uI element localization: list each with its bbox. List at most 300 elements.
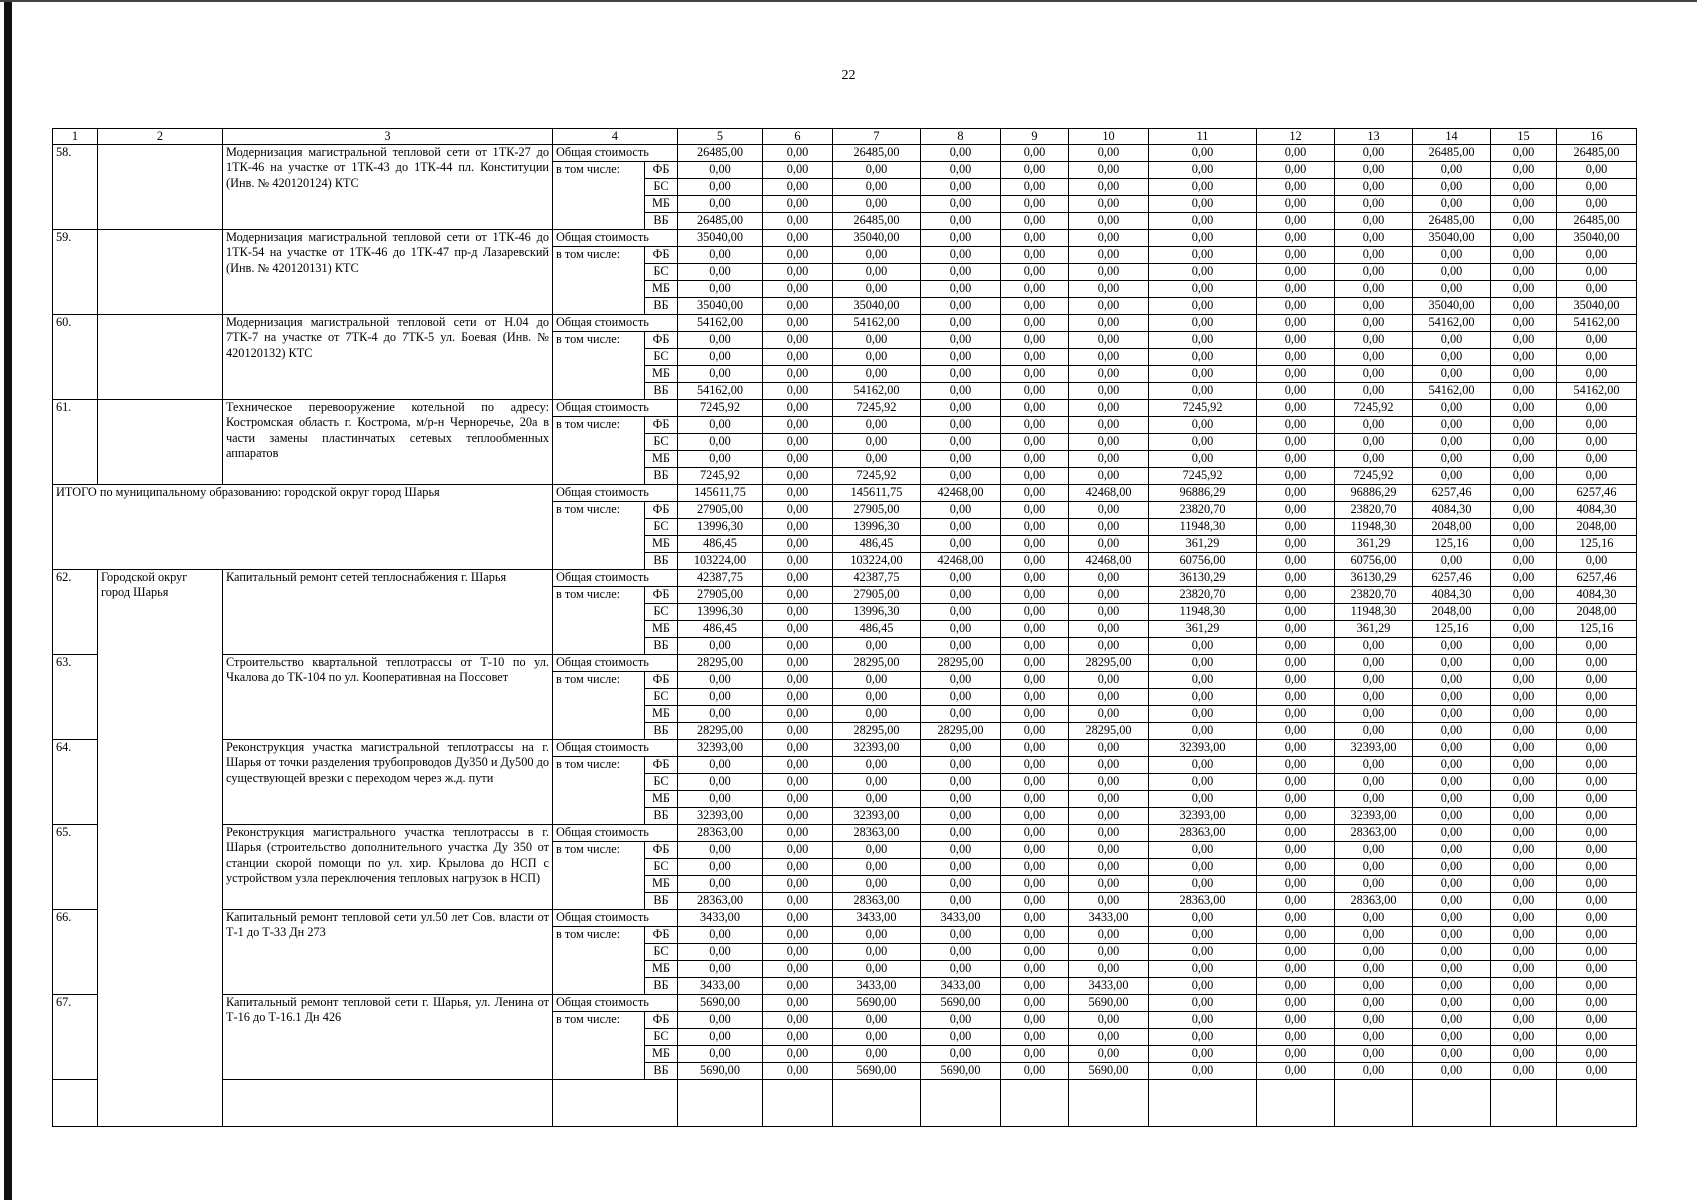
- value-cell: 0,00: [678, 706, 763, 723]
- value-cell: 28363,00: [678, 825, 763, 842]
- value-cell: 0,00: [1491, 672, 1557, 689]
- value-cell: 27905,00: [678, 502, 763, 519]
- budget-source-label: БС: [645, 179, 678, 196]
- value-cell: 0,00: [763, 621, 833, 638]
- budget-source-label: БС: [645, 434, 678, 451]
- value-cell: 26485,00: [678, 213, 763, 230]
- value-cell: 0,00: [1557, 774, 1637, 791]
- table-row: [53, 825, 1637, 842]
- value-cell: 0,00: [1557, 672, 1637, 689]
- column-header: 14: [1413, 129, 1491, 145]
- value-cell: 0,00: [1001, 366, 1069, 383]
- value-cell: 0,00: [1069, 298, 1149, 315]
- value-cell: 0,00: [1491, 451, 1557, 468]
- project-description: Реконструкция магистрального участка теплотрассы в г. Шарья (строительство дополнительного участка Ду 350 от станции скорой помощи по ул. хир. Крылова до НСП с устройством узла переключения тепловых нагрузок в НСП): [223, 825, 553, 910]
- value-cell: 0,00: [833, 757, 921, 774]
- value-cell: 0,00: [921, 740, 1001, 757]
- empty-cell: [1149, 1080, 1257, 1127]
- value-cell: 0,00: [1413, 672, 1491, 689]
- value-cell: 0,00: [1001, 451, 1069, 468]
- value-cell: 0,00: [1001, 400, 1069, 417]
- total-label: ИТОГО по муниципальному образованию: городской округ город Шарья: [53, 485, 553, 570]
- value-cell: 0,00: [921, 468, 1001, 485]
- value-cell: 26485,00: [678, 145, 763, 162]
- value-cell: 0,00: [763, 842, 833, 859]
- value-cell: 0,00: [1001, 230, 1069, 247]
- value-cell: 0,00: [1001, 893, 1069, 910]
- value-cell: 0,00: [1413, 757, 1491, 774]
- value-cell: 0,00: [1149, 655, 1257, 672]
- value-cell: 0,00: [1001, 1046, 1069, 1063]
- value-cell: 0,00: [1491, 757, 1557, 774]
- including-label: в том числе:: [553, 1012, 645, 1080]
- value-cell: 0,00: [763, 349, 833, 366]
- value-cell: 26485,00: [1413, 213, 1491, 230]
- value-cell: 0,00: [1069, 281, 1149, 298]
- budget-source-label: ВБ: [645, 638, 678, 655]
- value-cell: 0,00: [921, 383, 1001, 400]
- value-cell: 0,00: [1335, 1063, 1413, 1080]
- value-cell: 0,00: [1149, 978, 1257, 995]
- value-cell: 0,00: [1557, 196, 1637, 213]
- value-cell: 0,00: [1413, 706, 1491, 723]
- value-cell: 0,00: [1149, 910, 1257, 927]
- value-cell: 3433,00: [921, 910, 1001, 927]
- value-cell: 0,00: [1069, 162, 1149, 179]
- row-number: 66.: [53, 910, 98, 995]
- project-description: Капитальный ремонт тепловой сети г. Шарья, ул. Ленина от Т-16 до Т-16.1 Дн 426: [223, 995, 553, 1080]
- value-cell: 0,00: [1491, 689, 1557, 706]
- value-cell: 0,00: [1069, 332, 1149, 349]
- value-cell: 0,00: [921, 434, 1001, 451]
- value-cell: 0,00: [1491, 162, 1557, 179]
- value-cell: 0,00: [1557, 740, 1637, 757]
- value-cell: 0,00: [1069, 366, 1149, 383]
- value-cell: 0,00: [1413, 859, 1491, 876]
- table-row: [53, 485, 1637, 502]
- value-cell: 6257,46: [1413, 570, 1491, 587]
- value-cell: 0,00: [1335, 723, 1413, 740]
- value-cell: 0,00: [1335, 179, 1413, 196]
- value-cell: 0,00: [763, 247, 833, 264]
- value-cell: 0,00: [1069, 434, 1149, 451]
- value-cell: 0,00: [678, 281, 763, 298]
- value-cell: 0,00: [678, 451, 763, 468]
- value-cell: 0,00: [1069, 264, 1149, 281]
- budget-source-label: ВБ: [645, 213, 678, 230]
- row-number: 58.: [53, 145, 98, 230]
- value-cell: 0,00: [1257, 689, 1335, 706]
- value-cell: 0,00: [1335, 791, 1413, 808]
- value-cell: 0,00: [1257, 1063, 1335, 1080]
- value-cell: 0,00: [1491, 621, 1557, 638]
- value-cell: 0,00: [1491, 1029, 1557, 1046]
- value-cell: 0,00: [1335, 366, 1413, 383]
- value-cell: 11948,30: [1335, 519, 1413, 536]
- total-cost-label: Общая стоимость: [553, 995, 678, 1012]
- total-cost-label: Общая стоимость: [553, 485, 678, 502]
- value-cell: 0,00: [1257, 281, 1335, 298]
- value-cell: 0,00: [1335, 298, 1413, 315]
- value-cell: 0,00: [1001, 298, 1069, 315]
- value-cell: 0,00: [1149, 672, 1257, 689]
- value-cell: 0,00: [763, 1046, 833, 1063]
- value-cell: 0,00: [833, 1012, 921, 1029]
- value-cell: 0,00: [1001, 791, 1069, 808]
- empty-cell: [1491, 1080, 1557, 1127]
- value-cell: 0,00: [1557, 434, 1637, 451]
- value-cell: 0,00: [921, 604, 1001, 621]
- value-cell: 0,00: [1491, 315, 1557, 332]
- including-label: в том числе:: [553, 842, 645, 910]
- value-cell: 0,00: [678, 366, 763, 383]
- value-cell: 0,00: [763, 587, 833, 604]
- value-cell: 0,00: [1413, 740, 1491, 757]
- value-cell: 4084,30: [1413, 587, 1491, 604]
- value-cell: 0,00: [1257, 349, 1335, 366]
- value-cell: 26485,00: [1557, 213, 1637, 230]
- scan-edge-top: [0, 0, 1697, 2]
- empty-cell: [921, 1080, 1001, 1127]
- value-cell: 0,00: [678, 672, 763, 689]
- value-cell: 0,00: [763, 434, 833, 451]
- empty-cell: [833, 1080, 921, 1127]
- value-cell: 0,00: [1257, 417, 1335, 434]
- value-cell: 0,00: [921, 689, 1001, 706]
- value-cell: 0,00: [763, 825, 833, 842]
- municipality-cell: [98, 400, 223, 485]
- value-cell: 0,00: [921, 281, 1001, 298]
- value-cell: 0,00: [833, 366, 921, 383]
- value-cell: 103224,00: [678, 553, 763, 570]
- value-cell: 0,00: [1257, 859, 1335, 876]
- budget-source-label: ФБ: [645, 927, 678, 944]
- value-cell: 0,00: [1491, 264, 1557, 281]
- value-cell: 0,00: [1491, 774, 1557, 791]
- value-cell: 0,00: [1069, 740, 1149, 757]
- table-row: [53, 570, 1637, 587]
- value-cell: 0,00: [1335, 944, 1413, 961]
- value-cell: 35040,00: [833, 230, 921, 247]
- value-cell: 0,00: [1491, 706, 1557, 723]
- value-cell: 0,00: [763, 859, 833, 876]
- value-cell: 0,00: [763, 230, 833, 247]
- value-cell: 0,00: [1257, 366, 1335, 383]
- value-cell: 0,00: [678, 349, 763, 366]
- value-cell: 0,00: [1069, 808, 1149, 825]
- value-cell: 0,00: [763, 1029, 833, 1046]
- value-cell: 0,00: [1149, 179, 1257, 196]
- value-cell: 11948,30: [1149, 519, 1257, 536]
- budget-source-label: ФБ: [645, 757, 678, 774]
- empty-cell: [1335, 1080, 1413, 1127]
- budget-source-label: МБ: [645, 451, 678, 468]
- value-cell: 7245,92: [678, 400, 763, 417]
- value-cell: 0,00: [1257, 451, 1335, 468]
- value-cell: 5690,00: [678, 1063, 763, 1080]
- value-cell: 0,00: [1149, 927, 1257, 944]
- value-cell: 23820,70: [1149, 587, 1257, 604]
- value-cell: 0,00: [678, 162, 763, 179]
- column-header: 4: [553, 129, 678, 145]
- value-cell: 0,00: [1069, 417, 1149, 434]
- value-cell: 0,00: [678, 1029, 763, 1046]
- value-cell: 0,00: [921, 349, 1001, 366]
- value-cell: 0,00: [921, 536, 1001, 553]
- value-cell: 0,00: [678, 179, 763, 196]
- value-cell: 32393,00: [678, 808, 763, 825]
- value-cell: 0,00: [678, 1012, 763, 1029]
- value-cell: 0,00: [921, 230, 1001, 247]
- value-cell: 125,16: [1413, 536, 1491, 553]
- value-cell: 0,00: [921, 757, 1001, 774]
- value-cell: 0,00: [1557, 400, 1637, 417]
- budget-source-label: БС: [645, 689, 678, 706]
- value-cell: 0,00: [1413, 451, 1491, 468]
- value-cell: 0,00: [921, 298, 1001, 315]
- value-cell: 0,00: [1413, 876, 1491, 893]
- budget-source-label: ФБ: [645, 332, 678, 349]
- value-cell: 3433,00: [1069, 910, 1149, 927]
- column-header: 2: [98, 129, 223, 145]
- value-cell: 0,00: [1557, 978, 1637, 995]
- value-cell: 42468,00: [921, 485, 1001, 502]
- value-cell: 0,00: [1557, 553, 1637, 570]
- value-cell: 0,00: [763, 485, 833, 502]
- value-cell: 0,00: [1335, 213, 1413, 230]
- value-cell: 0,00: [1001, 468, 1069, 485]
- value-cell: 42468,00: [921, 553, 1001, 570]
- value-cell: 35040,00: [1557, 298, 1637, 315]
- value-cell: 0,00: [1491, 944, 1557, 961]
- budget-source-label: МБ: [645, 1046, 678, 1063]
- value-cell: 0,00: [833, 349, 921, 366]
- row-number: 60.: [53, 315, 98, 400]
- value-cell: 0,00: [1069, 961, 1149, 978]
- budget-source-label: ВБ: [645, 553, 678, 570]
- value-cell: 0,00: [1149, 162, 1257, 179]
- value-cell: 0,00: [678, 638, 763, 655]
- value-cell: 0,00: [1257, 825, 1335, 842]
- total-cost-label: Общая стоимость: [553, 570, 678, 587]
- value-cell: 4084,30: [1557, 502, 1637, 519]
- value-cell: 0,00: [1001, 604, 1069, 621]
- value-cell: 125,16: [1557, 536, 1637, 553]
- value-cell: 0,00: [1557, 706, 1637, 723]
- value-cell: 3433,00: [921, 978, 1001, 995]
- value-cell: 0,00: [1069, 893, 1149, 910]
- budget-source-label: ФБ: [645, 247, 678, 264]
- table-row: [53, 400, 1637, 417]
- value-cell: 0,00: [1491, 485, 1557, 502]
- value-cell: 0,00: [1257, 655, 1335, 672]
- value-cell: 6257,46: [1413, 485, 1491, 502]
- value-cell: 145611,75: [678, 485, 763, 502]
- value-cell: 0,00: [678, 247, 763, 264]
- value-cell: 0,00: [833, 281, 921, 298]
- value-cell: 0,00: [1413, 655, 1491, 672]
- value-cell: 0,00: [1257, 706, 1335, 723]
- value-cell: 0,00: [1257, 604, 1335, 621]
- value-cell: 0,00: [1491, 417, 1557, 434]
- value-cell: 0,00: [1491, 145, 1557, 162]
- empty-cell: [1413, 1080, 1491, 1127]
- budget-source-label: МБ: [645, 281, 678, 298]
- budget-source-label: БС: [645, 519, 678, 536]
- value-cell: 0,00: [1335, 774, 1413, 791]
- value-cell: 0,00: [1257, 485, 1335, 502]
- value-cell: 0,00: [763, 502, 833, 519]
- value-cell: 0,00: [1149, 247, 1257, 264]
- budget-source-label: ВБ: [645, 383, 678, 400]
- value-cell: 0,00: [763, 196, 833, 213]
- value-cell: 28363,00: [1149, 893, 1257, 910]
- value-cell: 0,00: [1335, 315, 1413, 332]
- value-cell: 7245,92: [1149, 400, 1257, 417]
- including-label: в том числе:: [553, 757, 645, 825]
- value-cell: 0,00: [921, 247, 1001, 264]
- budget-source-label: БС: [645, 774, 678, 791]
- value-cell: 0,00: [1001, 264, 1069, 281]
- value-cell: 0,00: [678, 1046, 763, 1063]
- value-cell: 0,00: [1001, 723, 1069, 740]
- value-cell: 28295,00: [1069, 655, 1149, 672]
- value-cell: 0,00: [1335, 1012, 1413, 1029]
- value-cell: 0,00: [1335, 859, 1413, 876]
- value-cell: 0,00: [921, 808, 1001, 825]
- value-cell: 0,00: [921, 400, 1001, 417]
- project-description: Модернизация магистральной тепловой сети от Н.04 до 7ТК-7 на участке от 7ТК-4 до 7ТК-5 ул. Боевая (Инв. № 420120132) КТС: [223, 315, 553, 400]
- value-cell: 54162,00: [1413, 315, 1491, 332]
- value-cell: 28363,00: [1335, 893, 1413, 910]
- value-cell: 0,00: [1413, 978, 1491, 995]
- value-cell: 0,00: [1257, 893, 1335, 910]
- value-cell: 0,00: [678, 842, 763, 859]
- value-cell: 0,00: [1069, 672, 1149, 689]
- value-cell: 0,00: [1491, 536, 1557, 553]
- value-cell: 0,00: [1069, 383, 1149, 400]
- value-cell: 0,00: [1413, 417, 1491, 434]
- total-cost-label: Общая стоимость: [553, 230, 678, 247]
- value-cell: 0,00: [1001, 672, 1069, 689]
- column-header: 15: [1491, 129, 1557, 145]
- value-cell: 35040,00: [1413, 298, 1491, 315]
- value-cell: 0,00: [1001, 1063, 1069, 1080]
- value-cell: 0,00: [1413, 468, 1491, 485]
- value-cell: 0,00: [1557, 179, 1637, 196]
- value-cell: 0,00: [1413, 1029, 1491, 1046]
- value-cell: 0,00: [1069, 706, 1149, 723]
- value-cell: 2048,00: [1413, 604, 1491, 621]
- value-cell: 0,00: [921, 1046, 1001, 1063]
- value-cell: 0,00: [1001, 179, 1069, 196]
- value-cell: 0,00: [921, 570, 1001, 587]
- including-label: в том числе:: [553, 587, 645, 655]
- value-cell: 0,00: [1257, 723, 1335, 740]
- value-cell: 0,00: [1557, 451, 1637, 468]
- value-cell: 0,00: [1257, 1012, 1335, 1029]
- value-cell: 32393,00: [1149, 740, 1257, 757]
- value-cell: 0,00: [763, 519, 833, 536]
- value-cell: 0,00: [921, 774, 1001, 791]
- budget-source-label: ФБ: [645, 162, 678, 179]
- row-number: 61.: [53, 400, 98, 485]
- total-cost-label: Общая стоимость: [553, 740, 678, 757]
- municipality-cell: [98, 145, 223, 230]
- value-cell: 54162,00: [833, 315, 921, 332]
- budget-source-label: БС: [645, 604, 678, 621]
- value-cell: 0,00: [1557, 825, 1637, 842]
- value-cell: 0,00: [921, 519, 1001, 536]
- value-cell: 0,00: [1001, 638, 1069, 655]
- value-cell: 0,00: [763, 638, 833, 655]
- value-cell: 0,00: [1335, 978, 1413, 995]
- value-cell: 26485,00: [1413, 145, 1491, 162]
- budget-source-label: МБ: [645, 706, 678, 723]
- value-cell: 0,00: [921, 621, 1001, 638]
- column-header: 13: [1335, 129, 1413, 145]
- value-cell: 0,00: [1413, 961, 1491, 978]
- value-cell: 0,00: [833, 1046, 921, 1063]
- value-cell: 28295,00: [678, 655, 763, 672]
- value-cell: 0,00: [833, 332, 921, 349]
- value-cell: 0,00: [1069, 1046, 1149, 1063]
- value-cell: 0,00: [833, 247, 921, 264]
- value-cell: 0,00: [1001, 1029, 1069, 1046]
- value-cell: 0,00: [1257, 876, 1335, 893]
- value-cell: 0,00: [1557, 910, 1637, 927]
- value-cell: 0,00: [1069, 145, 1149, 162]
- value-cell: 0,00: [1069, 230, 1149, 247]
- value-cell: 0,00: [1001, 740, 1069, 757]
- value-cell: 0,00: [1491, 1012, 1557, 1029]
- budget-source-label: ВБ: [645, 893, 678, 910]
- value-cell: 0,00: [1069, 570, 1149, 587]
- budget-source-label: БС: [645, 944, 678, 961]
- value-cell: 0,00: [1069, 621, 1149, 638]
- value-cell: 0,00: [763, 162, 833, 179]
- value-cell: 0,00: [1001, 553, 1069, 570]
- value-cell: 0,00: [763, 927, 833, 944]
- value-cell: 23820,70: [1335, 502, 1413, 519]
- budget-source-label: ФБ: [645, 502, 678, 519]
- value-cell: 0,00: [1001, 315, 1069, 332]
- value-cell: 0,00: [921, 145, 1001, 162]
- value-cell: 0,00: [1257, 927, 1335, 944]
- value-cell: 5690,00: [833, 1063, 921, 1080]
- column-header: 3: [223, 129, 553, 145]
- value-cell: 0,00: [763, 451, 833, 468]
- value-cell: 0,00: [1069, 842, 1149, 859]
- value-cell: 54162,00: [678, 315, 763, 332]
- empty-cell: [1001, 1080, 1069, 1127]
- row-number: 59.: [53, 230, 98, 315]
- value-cell: 0,00: [1257, 230, 1335, 247]
- value-cell: 0,00: [1149, 1012, 1257, 1029]
- value-cell: 42468,00: [1069, 485, 1149, 502]
- value-cell: 3433,00: [833, 978, 921, 995]
- value-cell: 0,00: [1491, 298, 1557, 315]
- empty-cell: [678, 1080, 763, 1127]
- value-cell: 0,00: [833, 434, 921, 451]
- value-cell: 0,00: [1335, 672, 1413, 689]
- value-cell: 0,00: [678, 196, 763, 213]
- value-cell: 0,00: [763, 740, 833, 757]
- value-cell: 54162,00: [1413, 383, 1491, 400]
- value-cell: 0,00: [1257, 587, 1335, 604]
- budget-source-label: ФБ: [645, 672, 678, 689]
- value-cell: 0,00: [1491, 859, 1557, 876]
